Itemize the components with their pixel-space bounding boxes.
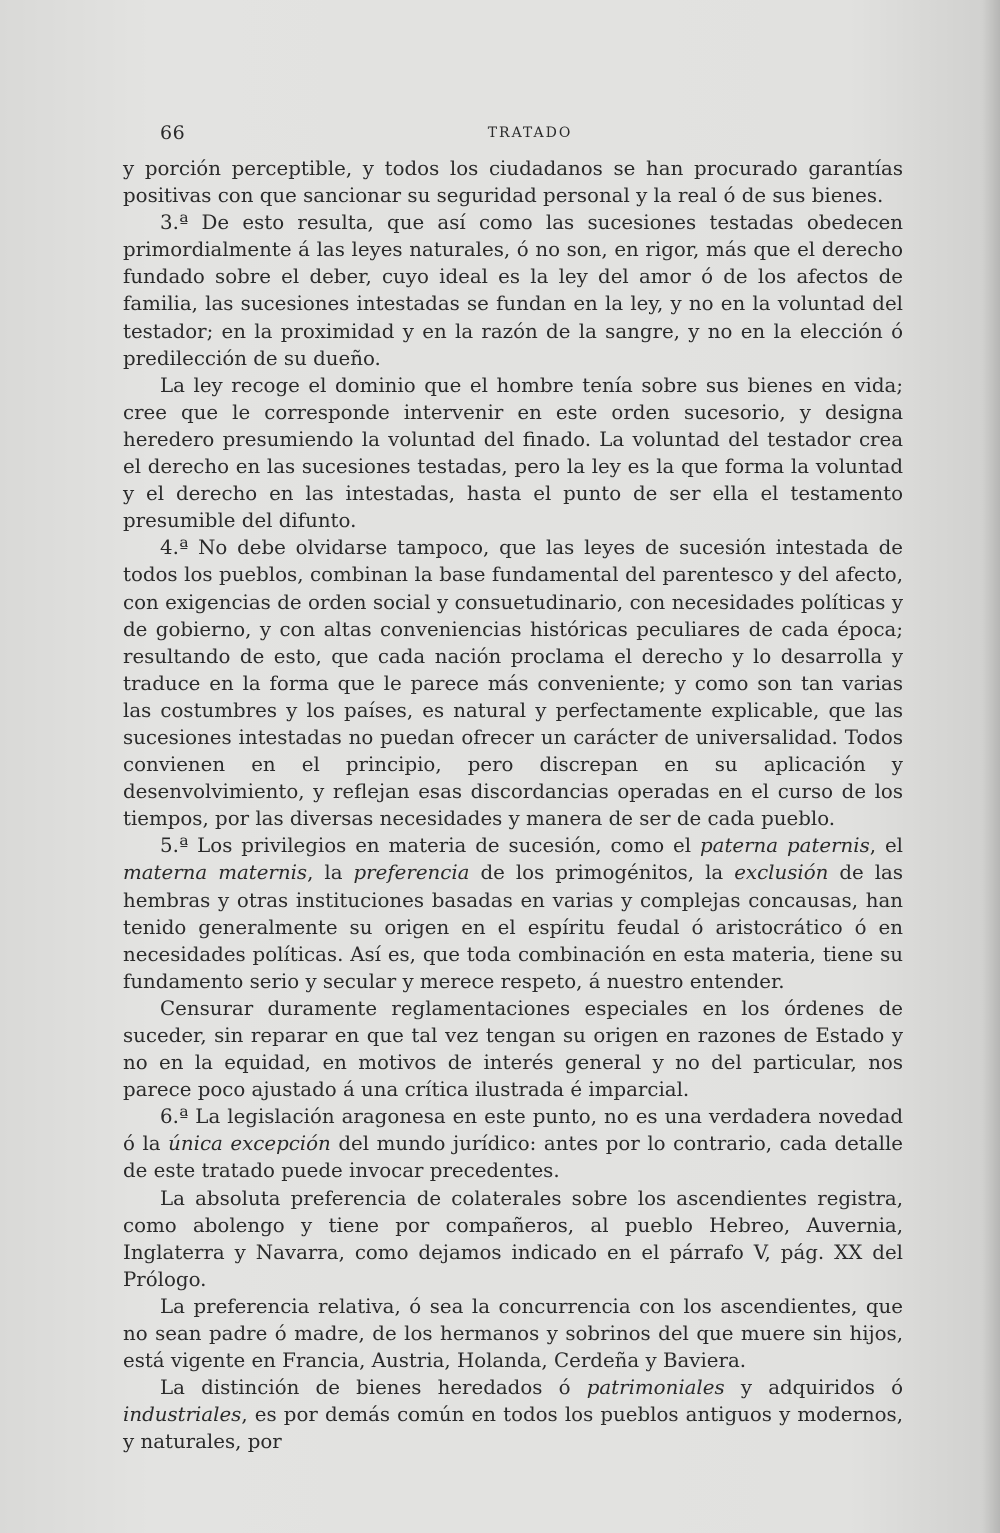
- italic-term: paterna paternis: [699, 834, 870, 858]
- italic-term: única excepción: [168, 1132, 331, 1156]
- paragraph-censurar: Censurar duramente reglamentaciones especiales en los órdenes de suceder, sin reparar en que tal vez tengan su origen en razones de Estado y no en la equidad, en motivos de interés general y no del particular, nos parece poco ajustado á una crítica ilustrada é imparcial.: [123, 996, 903, 1102]
- italic-term: industriales: [123, 1403, 242, 1427]
- page-header: [160, 122, 900, 148]
- paragraph-3: 3.ª De esto resulta, que así como las sucesiones testadas obedecen primordialmente á las leyes naturales, ó no son, en rigor, más que el derecho fundado sobre el deber, cuyo ideal es la ley del amor ó de los afectos de familia, las sucesiones intestadas se fundan en la ley, y no en la voluntad del testador; en la proximidad y en la razón de la sangre, y no en la elección ó predilección de su dueño.: [123, 211, 903, 370]
- italic-term: exclusión: [734, 861, 829, 885]
- running-head: TRATADO: [487, 125, 573, 141]
- paragraph-4: 4.ª No debe olvidarse tampoco, que las leyes de sucesión intestada de todos los pueblos, combinan la base fundamental del parentesco y del afecto, con exigencias de orden social y consuetudinario, con necesidades políticas y de gobierno, y con altas conveniencias históricas peculiares de cada época; resultando de esto, que cada nación proclama el derecho y lo desarrolla y traduce en la forma que le parece más conveniente; y como son tan varias las costumbres y los países, es natural y perfectamente explicable, que las sucesiones intestadas no puedan ofrecer un carácter de universalidad. Todos convienen en el principio, pero discrepan en su aplicación y desenvolvimiento, y reflejan esas discordancias operadas en el curso de los tiempos, por las diversas necesidades y manera de ser de cada pueblo.: [123, 536, 903, 831]
- italic-term: materna maternis: [123, 861, 308, 885]
- italic-term: preferencia: [353, 861, 470, 885]
- paragraph-distincion: La distinción de bienes heredados ó patrimoniales y adquiridos ó industriales, es por demás común en todos los pueblos antiguos y modernos, y naturales, por: [123, 1376, 904, 1454]
- page-body: [123, 155, 903, 1456]
- paragraph-6: 6.ª La legislación aragonesa en este punto, no es una verdadera novedad ó la única excepción del mundo jurídico: antes por lo contrario, cada detalle de este tratado puede invocar precedentes.: [123, 1105, 903, 1183]
- paragraph-5: 5.ª Los privilegios en materia de sucesión, como el paterna paternis, el materna maternis, la preferencia de los primogénitos, la exclusión de las hembras y otras instituciones basadas en varias y complejas concausas, han tenido generalmente su origen en el espíritu feudal ó aristocrático ó en necesidades políticas. Así es, que toda combinación en esta materia, tiene su fundamento serio y secular y merece respeto, á nuestro entender.: [123, 834, 904, 993]
- paragraph-absoluta: La absoluta preferencia de colaterales sobre los ascendientes registra, como abolengo y tiene por compañeros, al pueblo Hebreo, Auvernia, Inglaterra y Navarra, como dejamos indicado en el párrafo V, pág. XX del Prólogo.: [123, 1186, 903, 1291]
- italic-term: patrimoniales: [586, 1376, 725, 1400]
- paragraph-continuation: y porción perceptible, y todos los ciudadanos se han procurado garantías positivas con que sancionar su seguridad personal y la real ó de sus bienes.: [123, 157, 903, 208]
- paragraph-relativa: La preferencia relativa, ó sea la concurrencia con los ascendientes, que no sean padre ó madre, de los hermanos y sobrinos del que muere sin hijos, está vigente en Francia, Austria, Holanda, Cerdeña y Baviera.: [123, 1294, 903, 1373]
- paragraph-ley-recoge: La ley recoge el dominio que el hombre tenía sobre sus bienes en vida; cree que le corresponde intervenir en este orden sucesorio, y designa heredero presumiendo la voluntad del finado. La voluntad del testador crea el derecho en las sucesiones testadas, pero la ley es la que forma la voluntad y el derecho en las intestadas, hasta el punto de ser ella el testamento presumible del difunto.: [123, 373, 903, 533]
- page-number: 66: [160, 122, 186, 144]
